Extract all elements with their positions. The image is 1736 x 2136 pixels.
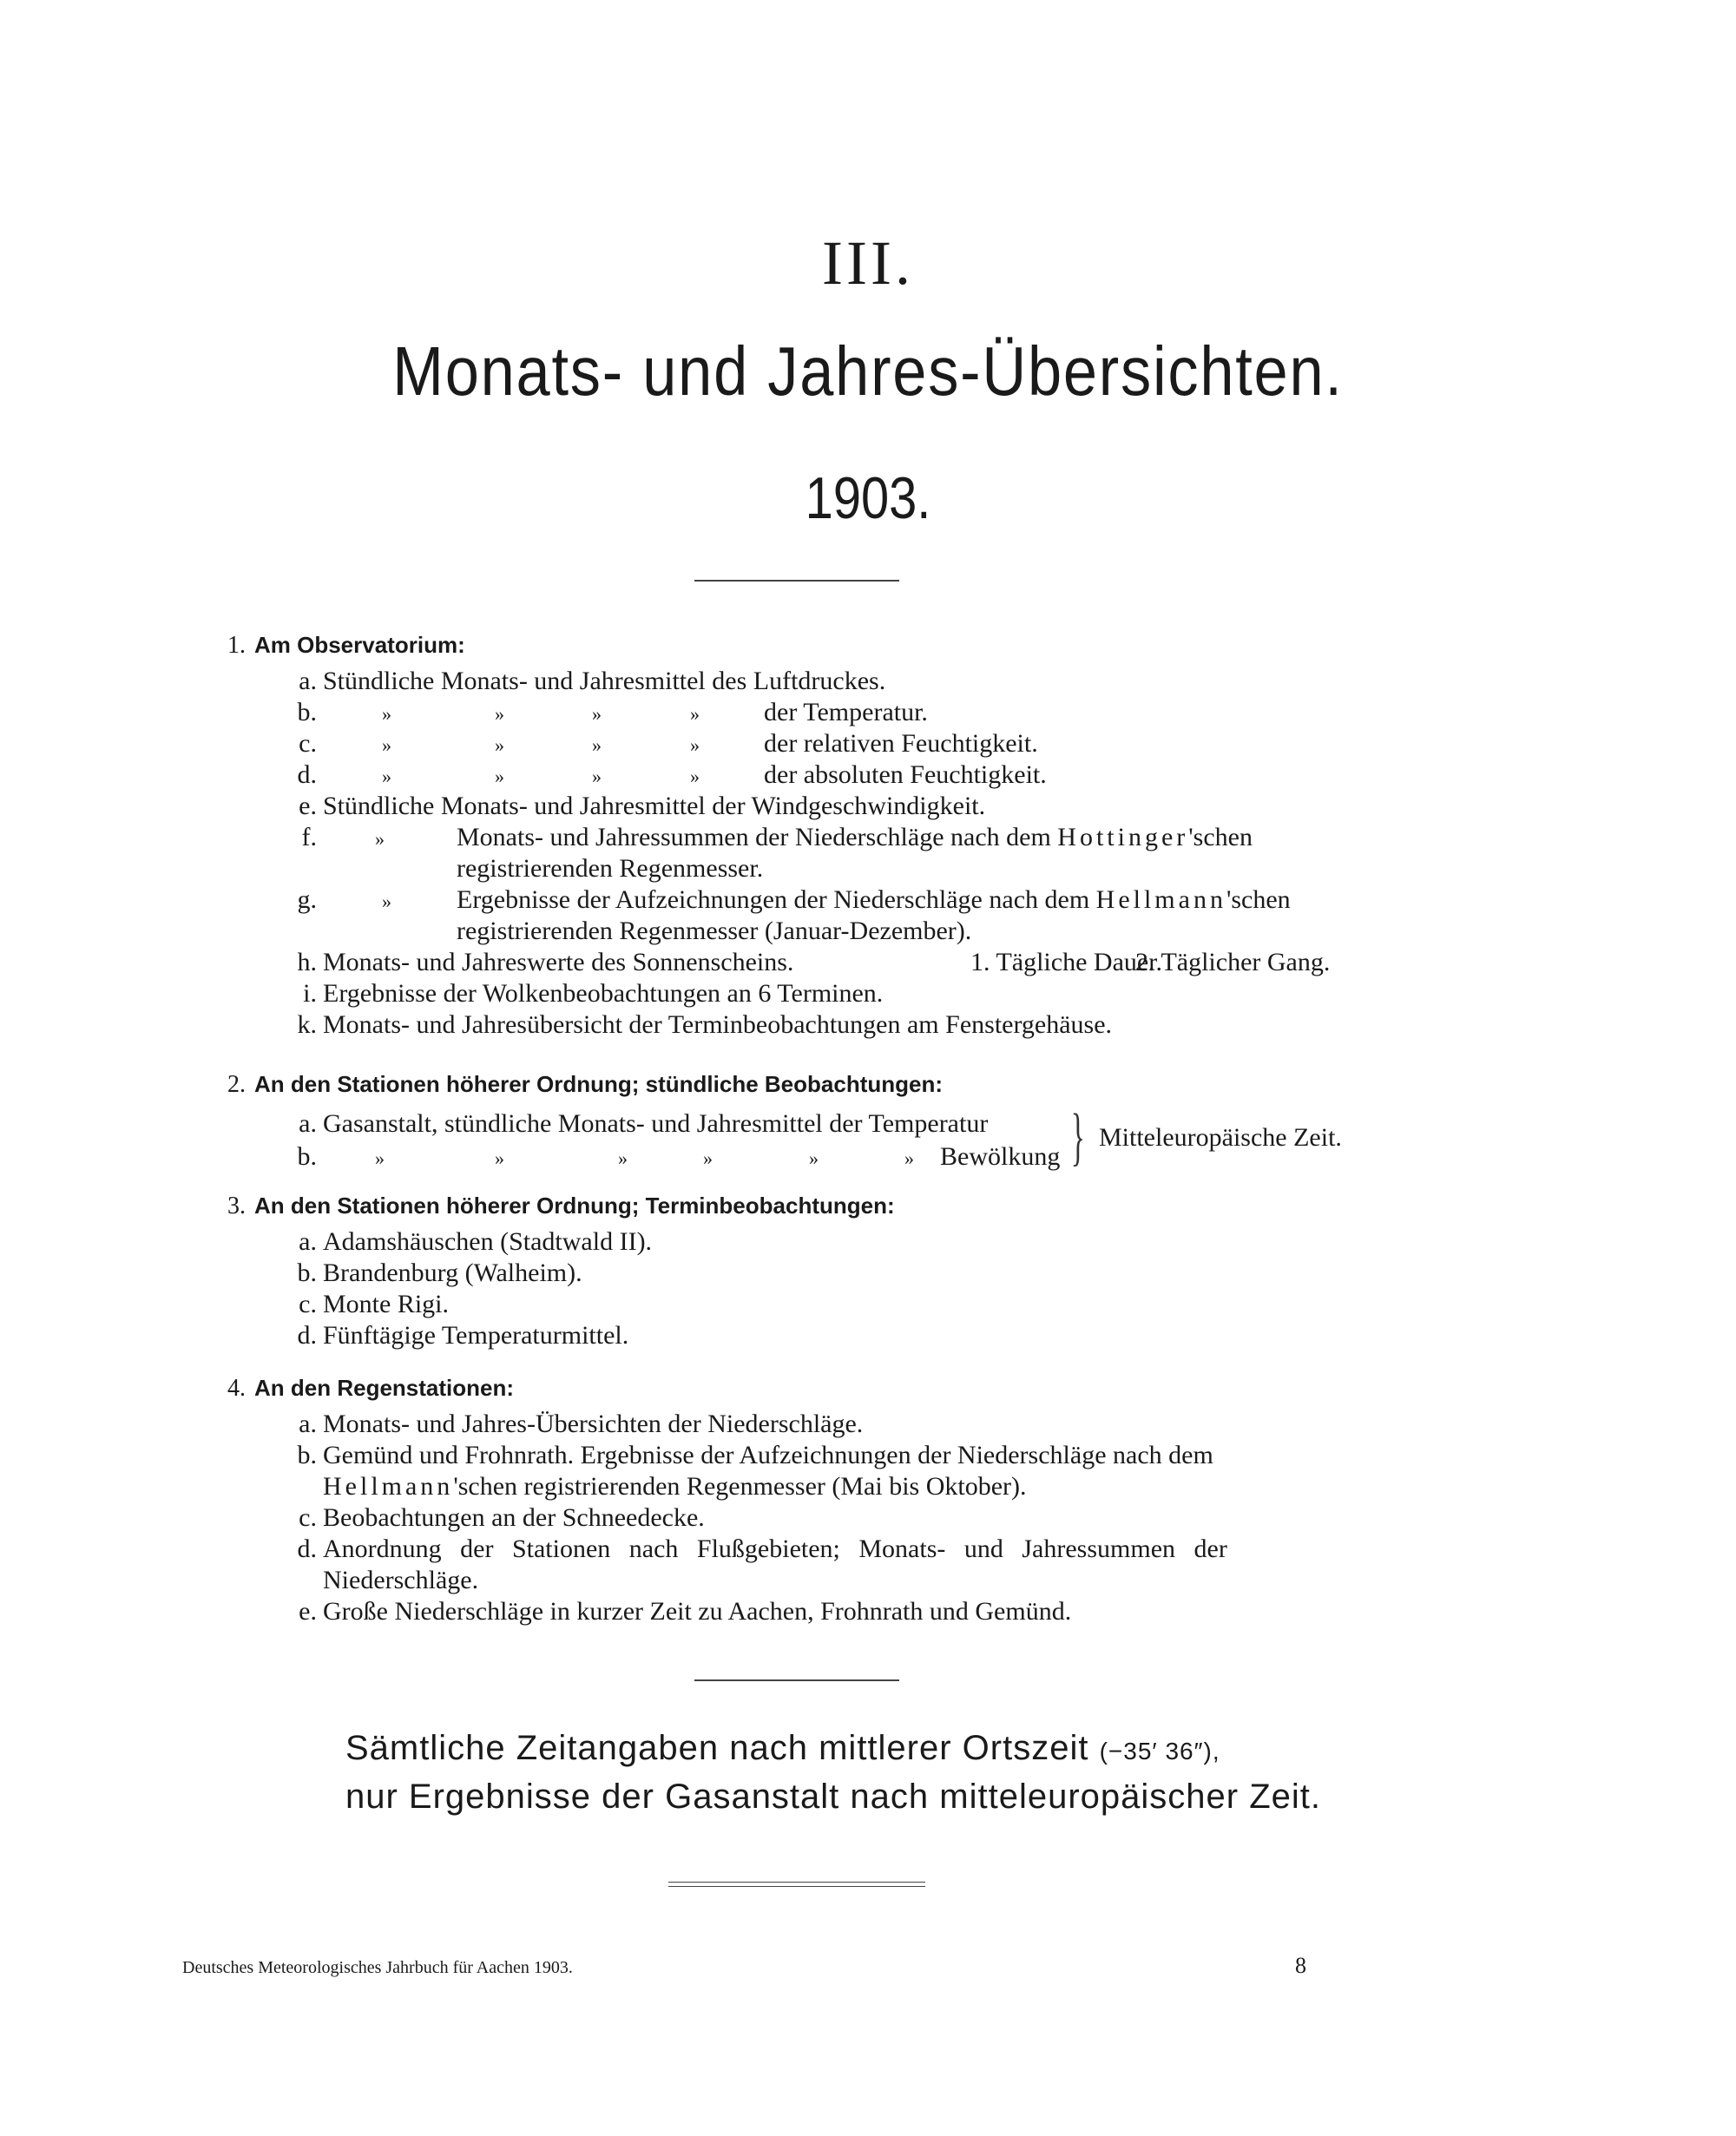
ditto-mark: » bbox=[690, 766, 700, 787]
page-number: 8 bbox=[1295, 1953, 1306, 1978]
ditto-mark: » bbox=[382, 734, 391, 756]
page-title: Monats- und Jahres-Übersichten. bbox=[392, 332, 1344, 410]
ditto-mark: » bbox=[495, 1147, 504, 1169]
ditto-mark: » bbox=[690, 734, 700, 756]
ditto-mark: » bbox=[382, 891, 391, 912]
ditto-mark: » bbox=[375, 1147, 385, 1169]
section-number: 1. bbox=[227, 632, 246, 659]
person-name: Hottinger bbox=[1057, 823, 1189, 851]
ditto-mark: » bbox=[592, 703, 602, 725]
section-4-heading bbox=[227, 1375, 514, 1403]
year-heading: 1903. bbox=[805, 465, 931, 531]
ditto-mark: » bbox=[690, 703, 700, 725]
section-number: 2. bbox=[227, 1071, 246, 1098]
person-name: Hellmann bbox=[323, 1472, 454, 1501]
footer-journal: Deutsches Meteorologisches Jahrbuch für Aachen 1903. bbox=[182, 1958, 573, 1977]
brace-annotation: Mitteleuropäische Zeit. bbox=[1099, 1123, 1342, 1152]
ditto-mark: » bbox=[618, 1147, 628, 1169]
divider-rule bbox=[668, 1882, 925, 1883]
time-note-line-1: Sämtliche Zeitangaben nach mittlerer Ortszeit (−35′ 36″), bbox=[345, 1729, 1220, 1767]
ditto-mark: » bbox=[703, 1147, 713, 1169]
ditto-mark: » bbox=[592, 766, 602, 787]
ditto-mark: » bbox=[382, 703, 391, 725]
ditto-mark: » bbox=[495, 703, 504, 725]
ditto-mark: » bbox=[904, 1147, 914, 1169]
ditto-mark: » bbox=[495, 766, 504, 787]
section-title: An den Stationen höherer Ordnung; Terminbeobachtungen: bbox=[254, 1193, 895, 1219]
section-title: An den Regenstationen: bbox=[254, 1375, 515, 1401]
section-roman-numeral: III. bbox=[822, 228, 914, 298]
ditto-mark: » bbox=[382, 766, 391, 787]
list-item-continuation: Hellmann'schen registrierenden Regenmesser (Mai bis Oktober). bbox=[323, 1472, 1027, 1501]
section-1-heading bbox=[227, 632, 465, 660]
section-title: An den Stationen höherer Ordnung; stündliche Beobachtungen: bbox=[254, 1071, 943, 1097]
section-3-heading bbox=[227, 1193, 895, 1220]
time-note-line-2: nur Ergebnisse der Gasanstalt nach mitteleuropäischer Zeit. bbox=[345, 1778, 1321, 1816]
person-name: Hellmann bbox=[1095, 885, 1226, 914]
list-item-continuation: registrierenden Regenmesser (Januar-Dezember). bbox=[457, 917, 972, 945]
list-item-continuation: registrierenden Regenmesser. bbox=[457, 854, 764, 883]
section-2-heading bbox=[227, 1071, 943, 1099]
section-number: 4. bbox=[227, 1375, 246, 1402]
section-number: 3. bbox=[227, 1193, 246, 1219]
curly-brace-icon: } bbox=[1070, 1101, 1085, 1173]
divider-rule bbox=[668, 1886, 925, 1887]
list-item-continuation: Niederschläge. bbox=[323, 1566, 479, 1594]
ditto-mark: » bbox=[809, 1147, 819, 1169]
section-title: Am Observatorium: bbox=[254, 632, 465, 658]
divider-rule bbox=[694, 1679, 899, 1681]
ditto-mark: » bbox=[495, 734, 504, 756]
ditto-mark: » bbox=[592, 734, 602, 756]
divider-rule bbox=[694, 580, 899, 582]
ditto-mark: » bbox=[375, 828, 385, 850]
time-offset: (−35′ 36″), bbox=[1099, 1738, 1220, 1765]
